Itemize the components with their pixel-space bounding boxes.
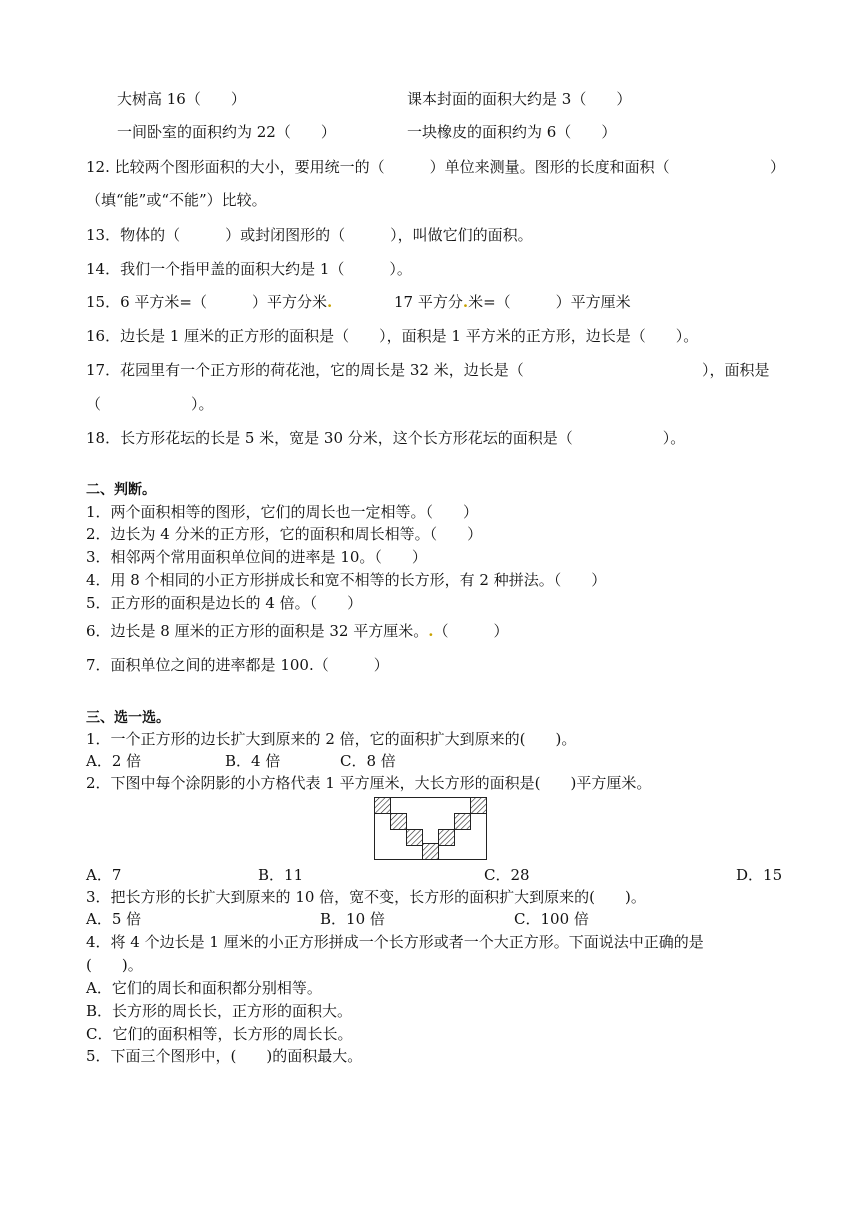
judge-item-6-mark: . bbox=[428, 622, 434, 640]
choice-q2-option-d: D．15 bbox=[736, 866, 783, 884]
question-14: 14．我们一个指甲盖的面积大约是 1（ ）。 bbox=[86, 260, 412, 278]
question-13: 13．物体的（ ）或封闭图形的（ ），叫做它们的面积。 bbox=[86, 226, 533, 244]
judge-item-6: 6．边长是 8 厘米的正方形的面积是 32 平方厘米。.（ ） bbox=[86, 622, 509, 640]
question-18: 18．长方形花坛的长是 5 米，宽是 30 分米，这个长方形花坛的面积是（ ）。 bbox=[86, 429, 686, 447]
fill-eraser: 一块橡皮的面积约为 6（ ） bbox=[407, 123, 617, 141]
question-12-line1: 12. 比较两个图形面积的大小，要用统一的（ ）单位来测量。图形的长度和面积（ bbox=[86, 158, 670, 176]
choice-q2-option-c: C．28 bbox=[484, 866, 530, 884]
choice-q4-option-a: A．它们的周长和面积都分别相等。 bbox=[86, 979, 322, 997]
choice-q4-option-b: B．长方形的周长长，正方形的面积大。 bbox=[86, 1002, 353, 1020]
choice-q1-option-c: C．8 倍 bbox=[340, 752, 396, 770]
choice-q1: 1．一个正方形的边长扩大到原来的 2 倍，它的面积扩大到原来的( )。 bbox=[86, 730, 577, 748]
choice-q2-option-a: A．7 bbox=[86, 866, 122, 884]
question-12-line2: （填“能”或“不能”）比较。 bbox=[86, 191, 267, 209]
choice-q3-option-c: C．100 倍 bbox=[514, 910, 589, 928]
fill-book-cover: 课本封面的面积大约是 3（ ） bbox=[407, 90, 632, 108]
choice-q3-option-a: A．5 倍 bbox=[86, 910, 142, 928]
choice-q3-option-b: B．10 倍 bbox=[320, 910, 385, 928]
question-17-line1-end: ），面积是 bbox=[702, 361, 770, 379]
fill-bedroom: 一间卧室的面积约为 22（ ） bbox=[117, 123, 336, 141]
question-15-part2: 17 平方分.米=（ ）平方厘米 bbox=[394, 293, 631, 311]
question-15-mark: . bbox=[326, 293, 333, 311]
choice-q3: 3．把长方形的长扩大到原来的 10 倍，宽不变，长方形的面积扩大到原来的( )。 bbox=[86, 888, 646, 906]
judge-item-2: 2．边长为 4 分米的正方形，它的面积和周长相等。（ ） bbox=[86, 525, 483, 543]
choice-q2: 2．下图中每个涂阴影的小方格代表 1 平方厘米，大长方形的面积是( )平方厘米。 bbox=[86, 774, 652, 792]
judge-item-5: 5．正方形的面积是边长的 4 倍。（ ） bbox=[86, 594, 363, 612]
hatched-squares bbox=[375, 798, 487, 860]
judge-item-1: 1．两个面积相等的图形，它们的周长也一定相等。（ ） bbox=[86, 503, 479, 521]
question-17-line1: 17．花园里有一个正方形的荷花池，它的周长是 32 米，边长是（ bbox=[86, 361, 524, 379]
choice-q2-option-b: B．11 bbox=[258, 866, 304, 884]
question-16: 16．边长是 1 厘米的正方形的面积是（ ），面积是 1 平方米的正方形，边长是（ ）。 bbox=[86, 327, 699, 345]
shaded-grid-figure bbox=[374, 797, 488, 861]
section-2-title: 二、判断。 bbox=[86, 482, 156, 498]
choice-q4-option-c: C．它们的面积相等，长方形的周长长。 bbox=[86, 1025, 353, 1043]
judge-item-4: 4．用 8 个相同的小正方形拼成长和宽不相等的长方形，有 2 种拼法。（ ） bbox=[86, 571, 607, 589]
choice-q1-option-a: A．2 倍 bbox=[86, 752, 142, 770]
question-17-line2: （ ）。 bbox=[86, 395, 214, 413]
question-12-bracket: ） bbox=[770, 158, 786, 176]
choice-q4-line1: 4．将 4 个边长是 1 厘米的小正方形拼成一个长方形或者一个大正方形。下面说法中正确的是 bbox=[86, 933, 704, 951]
judge-item-3: 3．相邻两个常用面积单位间的进率是 10。（ ） bbox=[86, 548, 427, 566]
choice-q1-option-b: B．4 倍 bbox=[225, 752, 281, 770]
judge-item-7: 7．面积单位之间的进率都是 100.（ ） bbox=[86, 656, 389, 674]
question-15-part1: 15．6 平方米=（ ）平方分米. bbox=[86, 293, 333, 311]
section-3-title: 三、选一选。 bbox=[86, 710, 170, 726]
question-15-mark-2: . bbox=[462, 293, 469, 311]
choice-q5: 5．下面三个图形中，( )的面积最大。 bbox=[86, 1047, 363, 1065]
choice-q4-line2: ( )。 bbox=[86, 956, 143, 974]
fill-tree-height: 大树高 16（ ） bbox=[117, 90, 246, 108]
